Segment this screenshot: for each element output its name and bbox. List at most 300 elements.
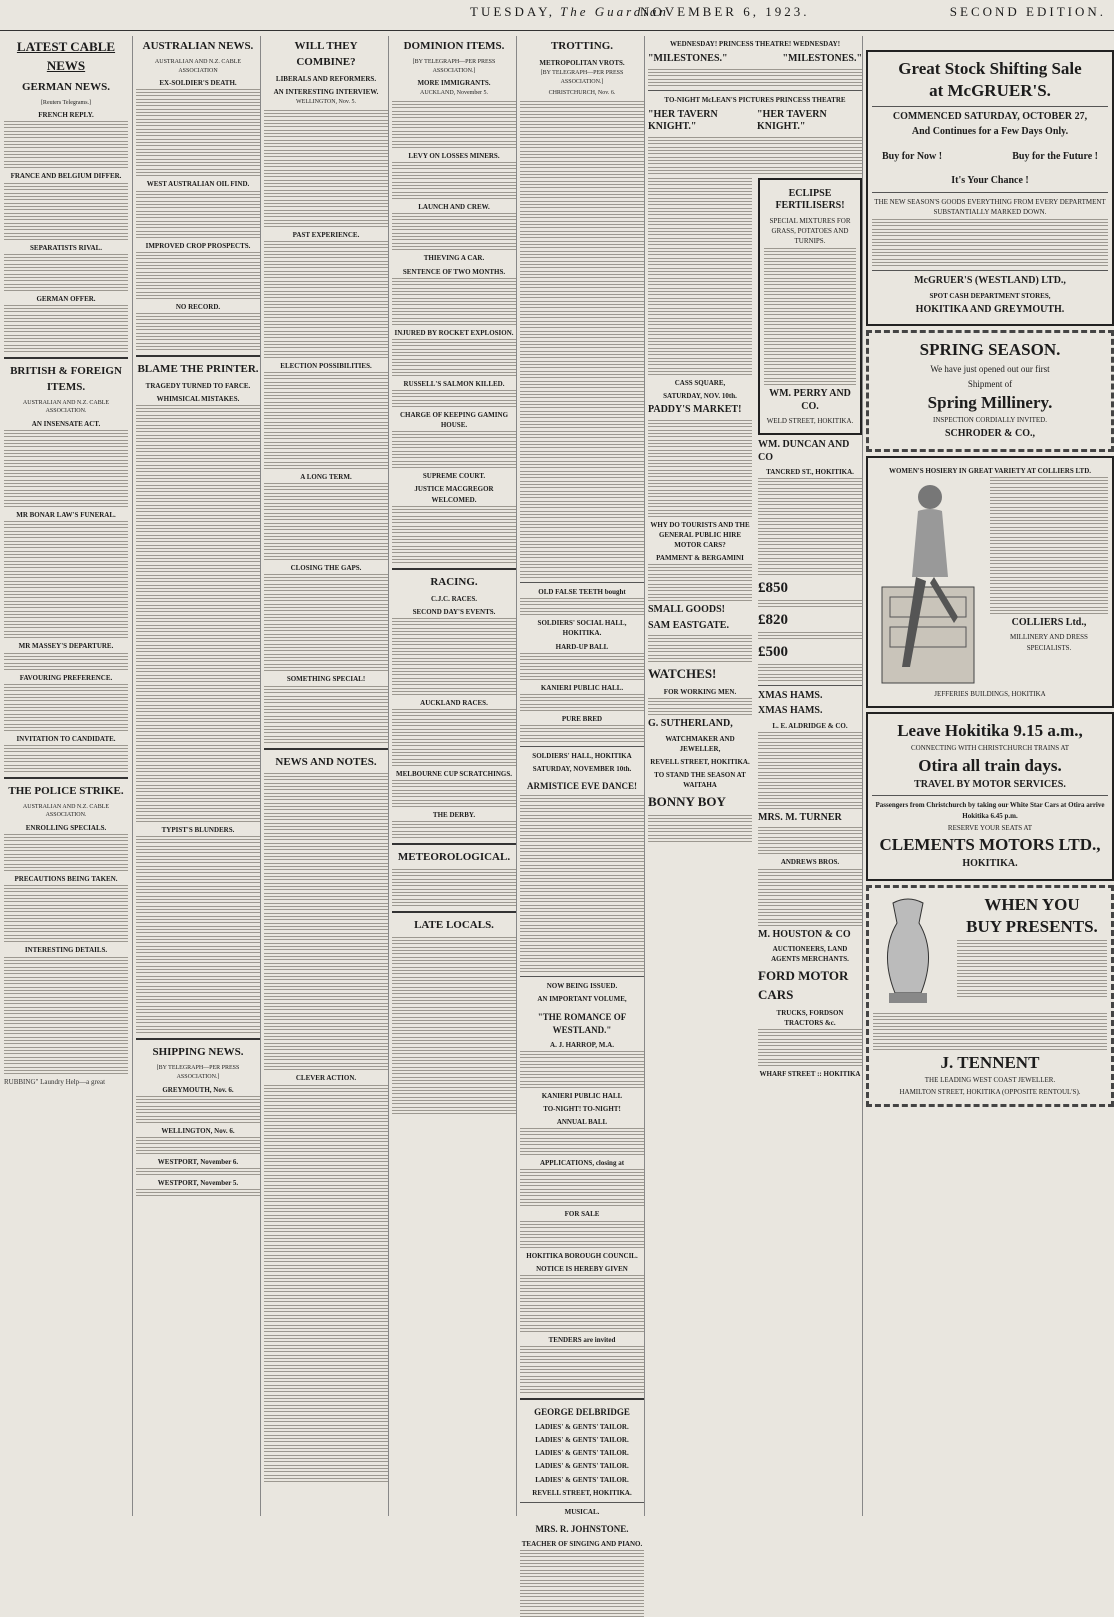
article-text bbox=[4, 1047, 128, 1054]
article-text bbox=[648, 430, 752, 437]
article-text bbox=[136, 282, 260, 289]
westport-dateline-2: WESTPORT, November 5. bbox=[157, 1178, 239, 1187]
tennent-name: J. TENNENT bbox=[940, 1052, 1040, 1072]
article-text bbox=[648, 348, 752, 355]
article-text bbox=[4, 561, 128, 568]
article-text bbox=[520, 1241, 644, 1248]
rocket-subhead: INJURED BY ROCKET EXPLOSION. bbox=[394, 328, 514, 337]
article-text bbox=[520, 875, 644, 882]
divider bbox=[264, 748, 388, 750]
article-text bbox=[758, 772, 862, 779]
article-text bbox=[4, 430, 128, 437]
article-text bbox=[136, 946, 260, 953]
article-text bbox=[4, 500, 128, 507]
cable-association-byline: AUSTRALIAN AND N.Z. CABLE ASSOCIATION. bbox=[22, 399, 110, 415]
article-text bbox=[136, 755, 260, 762]
article-text bbox=[392, 977, 516, 984]
article-text bbox=[648, 248, 752, 255]
divider bbox=[520, 1502, 644, 1503]
article-text bbox=[764, 328, 856, 335]
article-text bbox=[758, 909, 862, 916]
article-text bbox=[392, 400, 516, 407]
article-text bbox=[136, 211, 260, 218]
article-text bbox=[264, 1385, 388, 1392]
article-text bbox=[136, 545, 260, 552]
melbourne-cup-subhead: MELBOURNE CUP SCRATCHINGS. bbox=[396, 770, 512, 779]
article-text bbox=[264, 331, 388, 338]
westport-dateline: WESTPORT, November 6. bbox=[157, 1157, 239, 1166]
hard-up-ball-ad: HARD-UP BALL bbox=[555, 642, 609, 651]
article-text bbox=[648, 825, 752, 832]
article-text bbox=[392, 1047, 516, 1054]
article-text bbox=[758, 498, 862, 505]
article-text bbox=[648, 258, 752, 265]
long-term-subhead: A LONG TERM. bbox=[300, 473, 352, 482]
article-text bbox=[264, 1205, 388, 1212]
article-text bbox=[392, 192, 516, 199]
article-text bbox=[758, 782, 862, 789]
article-text bbox=[758, 558, 862, 565]
article-text bbox=[136, 159, 260, 166]
colliers-address: JEFFERIES BUILDINGS, HOKITIKA bbox=[934, 689, 1046, 698]
article-text bbox=[136, 795, 260, 802]
article-text bbox=[264, 341, 388, 348]
article-text bbox=[264, 574, 388, 581]
police-byline: AUSTRALIAN AND N.Z. CABLE ASSOCIATION. bbox=[22, 803, 110, 819]
article-text bbox=[520, 915, 644, 922]
article-text bbox=[392, 937, 516, 944]
article-text bbox=[264, 1325, 388, 1332]
tonight-notice: TO-NIGHT! TO-NIGHT! bbox=[543, 1104, 621, 1113]
article-text bbox=[758, 869, 862, 876]
article-text bbox=[264, 903, 388, 910]
article-text bbox=[392, 441, 516, 448]
small-goods-title: SMALL GOODS! bbox=[648, 604, 725, 616]
article-text bbox=[392, 278, 516, 285]
article-text bbox=[520, 1285, 644, 1292]
article-text bbox=[520, 1189, 644, 1196]
vase-illustration bbox=[873, 893, 943, 1013]
article-text bbox=[264, 726, 388, 733]
article-text bbox=[136, 535, 260, 542]
salmon-subhead: RUSSELL'S SALMON KILLED. bbox=[403, 379, 505, 388]
article-text bbox=[758, 1039, 862, 1046]
article-text bbox=[136, 333, 260, 340]
article-text bbox=[957, 960, 1107, 967]
article-text bbox=[4, 151, 128, 158]
article-text bbox=[758, 879, 862, 886]
article-text bbox=[264, 1285, 388, 1292]
article-text bbox=[392, 359, 516, 366]
article-text bbox=[520, 211, 644, 218]
article-text bbox=[264, 281, 388, 288]
article-text bbox=[264, 983, 388, 990]
article-text bbox=[392, 1097, 516, 1104]
article-text bbox=[264, 442, 388, 449]
chance-text: It's Your Chance ! bbox=[951, 175, 1029, 187]
article-text bbox=[520, 271, 644, 278]
article-text bbox=[4, 521, 128, 528]
article-text bbox=[520, 1356, 644, 1363]
first-shipment-text: We have just opened out our first bbox=[930, 363, 1050, 374]
article-text bbox=[136, 343, 260, 350]
article-text bbox=[648, 147, 862, 154]
article-text bbox=[136, 575, 260, 582]
article-text bbox=[4, 745, 128, 752]
article-text bbox=[392, 821, 516, 828]
article-text bbox=[136, 745, 260, 752]
article-text bbox=[4, 305, 128, 312]
article-text bbox=[392, 648, 516, 655]
travel-motor-text: TRAVEL BY MOTOR SERVICES. bbox=[914, 778, 1066, 790]
article-text bbox=[4, 581, 128, 588]
kanieri-hall-ad: KANIERI PUBLIC HALL. bbox=[540, 683, 624, 692]
article-text bbox=[520, 905, 644, 912]
article-text bbox=[264, 503, 388, 510]
australian-news-heading: AUSTRALIAN NEWS. bbox=[142, 40, 254, 52]
article-text bbox=[4, 541, 128, 548]
article-text bbox=[4, 694, 128, 701]
article-text bbox=[520, 561, 644, 568]
delbridge-name: GEORGE DELBRIDGE bbox=[534, 1406, 630, 1417]
past-experience-subhead: PAST EXPERIENCE. bbox=[292, 230, 360, 239]
article-text bbox=[520, 845, 644, 852]
turner-name: MRS. M. TURNER bbox=[758, 811, 842, 823]
greymouth-dateline: GREYMOUTH, Nov. 6. bbox=[162, 1085, 234, 1094]
article-text bbox=[520, 835, 644, 842]
article-text bbox=[392, 1057, 516, 1064]
article-text bbox=[264, 1175, 388, 1182]
shipping-byline: [BY TELEGRAPH—PER PRESS ASSOCIATION.] bbox=[156, 1065, 240, 1080]
article-text bbox=[264, 180, 388, 187]
article-text bbox=[520, 161, 644, 168]
woman-illustration bbox=[872, 477, 984, 687]
preference-subhead: FAVOURING PREFERENCE. bbox=[19, 673, 113, 682]
clever-action-subhead: CLEVER ACTION. bbox=[295, 1074, 357, 1083]
article-text bbox=[392, 349, 516, 356]
eclipse-subtitle: SPECIAL MIXTURES FOR GRASS, POTATOES AND TURNIPS. bbox=[769, 216, 851, 246]
article-text bbox=[264, 523, 388, 530]
mcgruers-sale-ad bbox=[866, 50, 1114, 326]
article-text bbox=[264, 823, 388, 830]
xmas-hams-title: XMAS HAMS. bbox=[758, 689, 823, 701]
article-text bbox=[4, 571, 128, 578]
article-text bbox=[264, 1195, 388, 1202]
article-text bbox=[520, 945, 644, 952]
article-text bbox=[4, 834, 128, 841]
article-text bbox=[758, 568, 862, 575]
article-text bbox=[4, 864, 128, 871]
article-text bbox=[264, 923, 388, 930]
article-text bbox=[758, 664, 862, 671]
article-text bbox=[520, 171, 644, 178]
soldiers-hall-ad: SOLDIERS' HALL, HOKITIKA bbox=[532, 751, 632, 760]
article-text bbox=[264, 301, 388, 308]
article-text bbox=[520, 1386, 644, 1393]
article-text bbox=[990, 497, 1108, 504]
article-text bbox=[764, 298, 856, 305]
divider bbox=[392, 843, 516, 845]
article-text bbox=[136, 1106, 260, 1113]
article-text bbox=[392, 243, 516, 250]
musical-heading: MUSICAL. bbox=[564, 1507, 600, 1516]
sale-title: Great Stock Shifting Sale bbox=[898, 59, 1082, 78]
article-text bbox=[264, 664, 388, 671]
article-text bbox=[264, 1455, 388, 1462]
article-text bbox=[264, 120, 388, 127]
spot-cash-stores: SPOT CASH DEPARTMENT STORES, bbox=[929, 291, 1051, 300]
article-text bbox=[520, 231, 644, 238]
article-text bbox=[4, 490, 128, 497]
article-text bbox=[136, 221, 260, 228]
article-text bbox=[4, 653, 128, 660]
article-text bbox=[520, 1128, 644, 1135]
article-text bbox=[4, 531, 128, 538]
something-special-subhead: SOMETHING SPECIAL! bbox=[286, 675, 366, 684]
article-text bbox=[264, 883, 388, 890]
article-text bbox=[136, 139, 260, 146]
article-text bbox=[758, 1059, 862, 1066]
shipment-of-text: Shipment of bbox=[967, 378, 1013, 389]
sale-commenced: COMMENCED SATURDAY, OCTOBER 27, bbox=[892, 110, 1088, 122]
article-text bbox=[520, 191, 644, 198]
article-text bbox=[264, 614, 388, 621]
article-text bbox=[764, 318, 856, 325]
article-text bbox=[872, 259, 1108, 266]
article-text bbox=[648, 440, 752, 447]
article-text bbox=[264, 1265, 388, 1272]
reserve-seats-text: RESERVE YOUR SEATS AT bbox=[947, 823, 1033, 832]
passengers-text: Passengers from Christchurch by taking our White Star Cars at Otira arrive Hokitika 6.45 p.m. bbox=[875, 801, 1105, 820]
article-text bbox=[4, 957, 128, 964]
article-text bbox=[136, 665, 260, 672]
soldiers-social-hall-ad: SOLDIERS' SOCIAL HALL, HOKITIKA. bbox=[537, 619, 627, 638]
article-text bbox=[264, 493, 388, 500]
article-text bbox=[4, 264, 128, 271]
buy-presents-text: BUY PRESENTS. bbox=[966, 917, 1098, 937]
article-text bbox=[392, 947, 516, 954]
article-text bbox=[520, 371, 644, 378]
article-text bbox=[873, 1033, 1107, 1040]
article-text bbox=[872, 219, 1108, 226]
article-text bbox=[990, 567, 1108, 574]
article-text bbox=[520, 598, 644, 605]
article-text bbox=[648, 238, 752, 245]
article-text bbox=[392, 899, 516, 906]
sale-location: at McGRUER'S. bbox=[929, 81, 1051, 101]
article-text bbox=[990, 537, 1108, 544]
article-text bbox=[4, 315, 128, 322]
article-text bbox=[392, 506, 516, 513]
masthead-paper-name: The Guardian bbox=[560, 4, 669, 19]
column-advertisements-1 bbox=[644, 36, 862, 1516]
duncan-name: WM. DUNCAN AND CO bbox=[758, 439, 850, 463]
divider bbox=[520, 582, 644, 583]
article-text bbox=[264, 1315, 388, 1322]
article-text bbox=[990, 527, 1108, 534]
article-text bbox=[758, 1029, 862, 1036]
andrews-bros-name: ANDREWS BROS. bbox=[780, 858, 840, 867]
article-text bbox=[648, 228, 752, 235]
article-text bbox=[520, 131, 644, 138]
milestones-title: "MILESTONES." bbox=[648, 53, 728, 65]
article-text bbox=[4, 885, 128, 892]
article-text bbox=[264, 412, 388, 419]
article-text bbox=[4, 203, 128, 210]
article-text bbox=[264, 110, 388, 117]
auckland-dateline: AUCKLAND, November 5. bbox=[420, 90, 488, 97]
inspection-invited: INSPECTION CORDIALLY INVITED. bbox=[933, 416, 1047, 425]
article-text bbox=[990, 487, 1108, 494]
crop-prospects-subhead: IMPROVED CROP PROSPECTS. bbox=[145, 241, 251, 250]
article-text bbox=[764, 288, 856, 295]
leave-hokitika-text: Leave Hokitika 9.15 a.m., bbox=[897, 721, 1083, 740]
article-text bbox=[520, 1179, 644, 1186]
article-text bbox=[520, 411, 644, 418]
article-text bbox=[264, 291, 388, 298]
article-text bbox=[957, 940, 1107, 947]
article-text bbox=[264, 1295, 388, 1302]
article-text bbox=[264, 271, 388, 278]
article-text bbox=[4, 967, 128, 974]
article-text bbox=[264, 553, 388, 560]
article-text bbox=[392, 889, 516, 896]
article-text bbox=[264, 1395, 388, 1402]
market-date: SATURDAY, NOV. 10th. bbox=[663, 391, 737, 400]
clements-motors-ad bbox=[866, 712, 1114, 881]
article-text bbox=[264, 251, 388, 258]
article-text bbox=[136, 555, 260, 562]
article-text bbox=[264, 1125, 388, 1132]
article-text bbox=[648, 69, 862, 76]
buy-now-text: Buy for Now ! bbox=[882, 150, 943, 162]
article-text bbox=[520, 735, 644, 742]
article-text bbox=[758, 889, 862, 896]
article-text bbox=[264, 1345, 388, 1352]
article-text bbox=[264, 130, 388, 137]
article-text bbox=[264, 432, 388, 439]
oil-find-subhead: WEST AUSTRALIAN OIL FIND. bbox=[146, 180, 250, 189]
article-text bbox=[4, 1037, 128, 1044]
article-text bbox=[392, 556, 516, 563]
article-text bbox=[4, 977, 128, 984]
divider bbox=[4, 777, 128, 779]
article-text bbox=[392, 967, 516, 974]
article-text bbox=[648, 338, 752, 345]
article-text bbox=[136, 252, 260, 259]
article-text bbox=[648, 278, 752, 285]
article-text bbox=[136, 675, 260, 682]
article-text bbox=[520, 221, 644, 228]
auckland-races-subhead: AUCKLAND RACES. bbox=[420, 698, 488, 707]
article-text bbox=[264, 933, 388, 940]
article-text bbox=[264, 372, 388, 379]
article-text bbox=[520, 805, 644, 812]
article-text bbox=[264, 843, 388, 850]
article-text bbox=[520, 653, 644, 660]
column-politics bbox=[260, 36, 388, 1516]
article-text bbox=[520, 331, 644, 338]
article-text bbox=[136, 846, 260, 853]
divider bbox=[758, 685, 862, 686]
article-text bbox=[392, 233, 516, 240]
article-text bbox=[764, 308, 856, 315]
article-text bbox=[264, 594, 388, 601]
article-text bbox=[520, 141, 644, 148]
article-text bbox=[392, 759, 516, 766]
election-subhead: ELECTION POSSIBILITIES. bbox=[280, 361, 372, 370]
article-text bbox=[392, 1077, 516, 1084]
article-text bbox=[264, 220, 388, 227]
article-text bbox=[520, 571, 644, 578]
price-820: £820 bbox=[758, 612, 788, 629]
article-text bbox=[4, 1057, 128, 1064]
article-text bbox=[758, 802, 862, 809]
article-text bbox=[136, 896, 260, 903]
season-goods-text: THE NEW SEASON'S GOODS EVERYTHING FROM EVERY DEPARTMENT SUBSTANTIALLY MARKED DOWN. bbox=[874, 197, 1106, 216]
article-text bbox=[520, 1315, 644, 1322]
hokitika-greymouth: HOKITIKA AND GREYMOUTH. bbox=[915, 303, 1065, 315]
article-text bbox=[264, 654, 388, 661]
teacher-subtitle: TEACHER OF SINGING AND PIANO. bbox=[521, 1540, 643, 1549]
article-text bbox=[392, 172, 516, 179]
dance-date: SATURDAY, NOVEMBER 10th. bbox=[532, 765, 632, 774]
article-text bbox=[648, 318, 752, 325]
article-text bbox=[392, 678, 516, 685]
article-text bbox=[136, 735, 260, 742]
article-text bbox=[990, 547, 1108, 554]
article-text bbox=[520, 111, 644, 118]
paddys-market-title: PADDY'S MARKET! bbox=[648, 404, 742, 416]
article-text bbox=[758, 508, 862, 515]
article-text bbox=[4, 895, 128, 902]
article-text bbox=[392, 162, 516, 169]
article-text bbox=[758, 752, 862, 759]
article-text bbox=[764, 248, 856, 255]
article-text bbox=[648, 708, 752, 715]
article-text bbox=[648, 815, 752, 822]
article-text bbox=[392, 131, 516, 138]
article-text bbox=[392, 339, 516, 346]
article-text bbox=[264, 1043, 388, 1050]
article-text bbox=[520, 1580, 644, 1587]
cable-news-heading: LATEST CABLE NEWS bbox=[16, 39, 116, 73]
article-text bbox=[520, 855, 644, 862]
article-text bbox=[520, 1221, 644, 1228]
blame-printer-heading: BLAME THE PRINTER. bbox=[137, 362, 259, 375]
article-text bbox=[4, 591, 128, 598]
insensate-act-subhead: AN INSENSATE ACT. bbox=[31, 420, 101, 429]
divider bbox=[648, 90, 862, 91]
tennent-subtitle: THE LEADING WEST COAST JEWELLER. bbox=[924, 1076, 1056, 1085]
article-text bbox=[264, 1355, 388, 1362]
article-text bbox=[520, 281, 644, 288]
german-offer-subhead: GERMAN OFFER. bbox=[36, 294, 96, 303]
article-text bbox=[136, 99, 260, 106]
article-text bbox=[520, 451, 644, 458]
divider bbox=[392, 568, 516, 570]
separatists-subhead: SEPARATISTS RIVAL. bbox=[30, 243, 102, 252]
tennent-address: HAMILTON STREET, HOKITIKA (OPPOSITE RENTOUL'S). bbox=[899, 1088, 1081, 1097]
tailor-line: LADIES' & GENTS' TAILOR. bbox=[535, 1462, 629, 1471]
article-text bbox=[264, 1033, 388, 1040]
article-text bbox=[136, 292, 260, 299]
article-text bbox=[4, 551, 128, 558]
article-text bbox=[136, 585, 260, 592]
article-text bbox=[392, 831, 516, 838]
article-text bbox=[520, 101, 644, 108]
article-text bbox=[392, 879, 516, 886]
